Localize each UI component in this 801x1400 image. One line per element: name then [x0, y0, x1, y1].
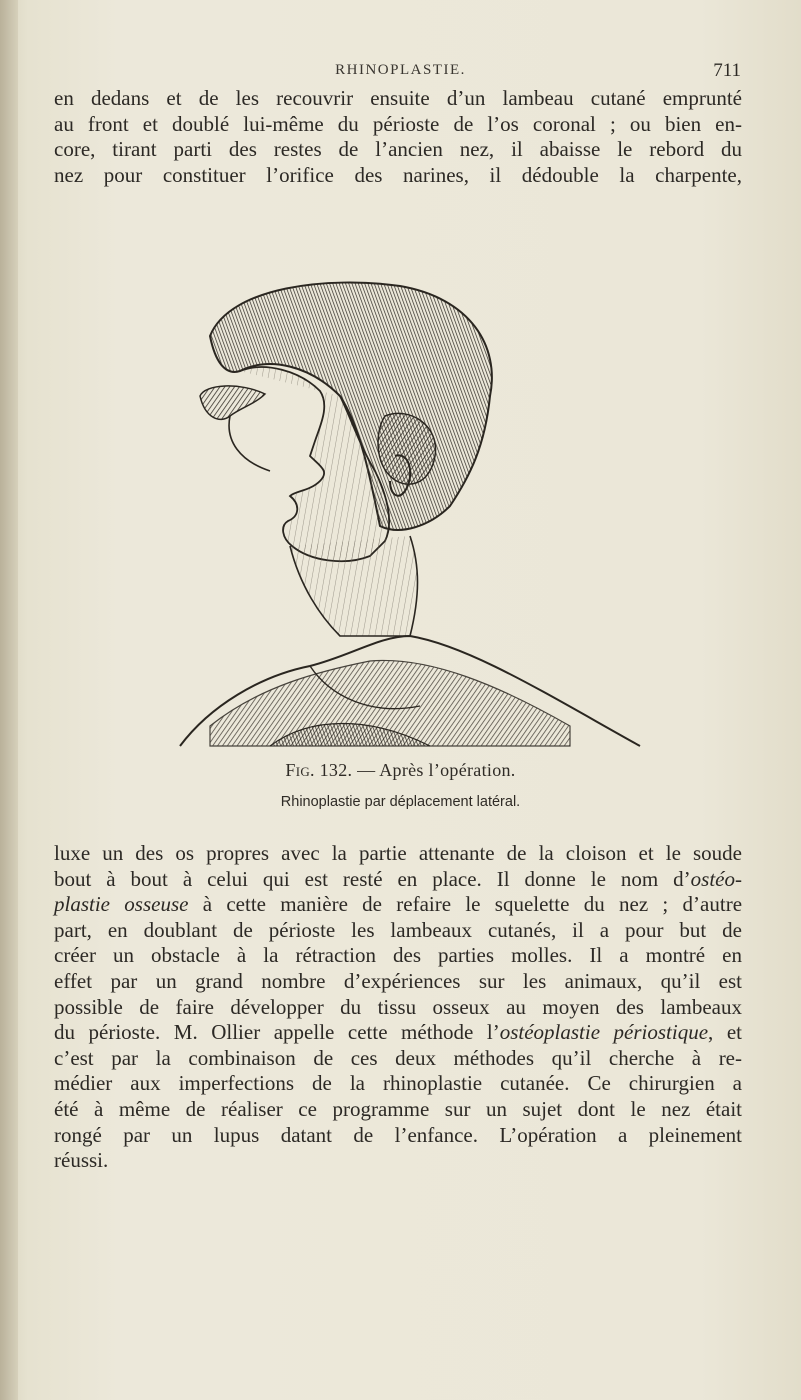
text-line: créer un obstacle à la rétraction des parties molles. Il a montré en [54, 943, 742, 968]
text-line: du périoste. M. Ollier appelle cette méthode l’ostéoplastie périostique, et [54, 1020, 742, 1045]
text-line: plastie osseuse à cette manière de refaire le squelette du nez ; d’autre [54, 892, 743, 917]
paragraph-top [54, 86, 742, 188]
text-line: effet par un grand nombre d’expériences sur les animaux, qu’il est [54, 968, 742, 993]
text-line: rongé par un lupus datant de l’enfance. L’opération a pleinement [54, 1122, 742, 1147]
text-line: en dedans et de les recouvrir ensuite d’un lambeau cutané emprunté [54, 86, 742, 110]
figure-caption [0, 760, 801, 781]
page-binding-edge [0, 0, 18, 1400]
text-line: au front et doublé lui-même du périoste de l’os coronal ; ou bien en- [54, 111, 742, 136]
text-line: core, tirant parti des restes de l’ancien nez, il abaisse le rebord du [54, 137, 742, 162]
figure-illustration [170, 276, 650, 776]
running-title: RHINOPLASTIE. [335, 62, 466, 78]
text-line: été à même de réaliser ce programme sur un sujet dont le nez était [54, 1096, 742, 1121]
text-line: bout à bout à celui qui est resté en place. Il donne le nom d’ostéo- [54, 866, 742, 891]
text-line: réussi. [54, 1148, 109, 1173]
text-line: nez pour constituer l’orifice des narines, il dédouble la charpente, [54, 162, 742, 187]
text-line: luxe un des os propres avec la partie attenante de la cloison et le soude [54, 841, 742, 865]
text-line: possible de faire développer du tissu osseux au moyen des lambeaux [54, 994, 742, 1019]
figure-subcaption: Rhinoplastie par déplacement latéral. [280, 794, 521, 810]
figure-label: Fig. 132. [285, 760, 353, 780]
running-head [0, 60, 801, 86]
page-number: 711 [713, 60, 741, 81]
figure-caption-text: — Après l’opération. [352, 760, 516, 780]
text-line: médier aux imperfections de la rhinoplastie cutanée. Ce chirurgien a [54, 1071, 742, 1096]
engraved-profile-portrait [170, 276, 650, 776]
text-line: part, en doublant de périoste les lambeaux cutanés, il a pour but de [54, 917, 742, 942]
text-line: c’est par la combinaison de ces deux méthodes qu’il cherche à re- [54, 1045, 742, 1070]
paragraph-bottom [54, 841, 742, 1174]
